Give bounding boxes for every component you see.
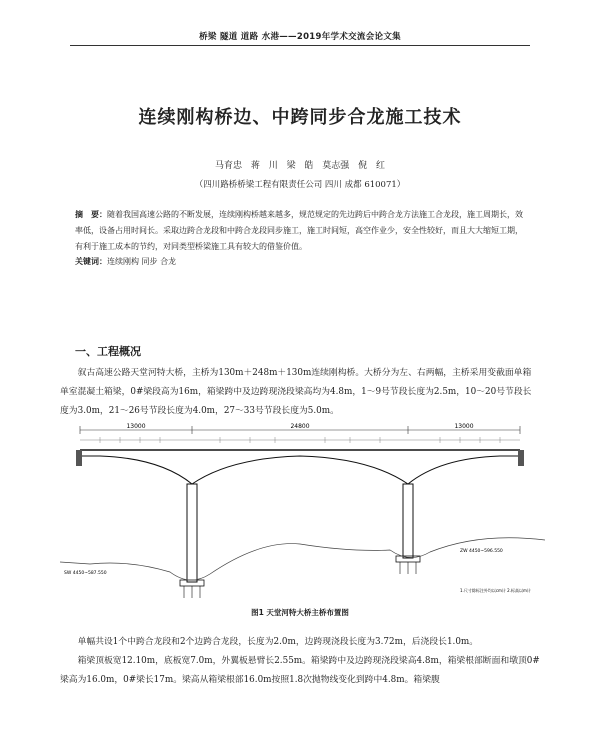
section-heading-1: 一、工程概况 [75,345,141,358]
pier-left [187,484,197,582]
author-list: 马育忠 蒋 川 梁 皓 莫志强 倪 红 [214,161,386,171]
paragraph-1: 叙古高速公路天堂河特大桥，主桥为130m＋248m＋130m连续刚构桥。大桥分为左、右两幅，主桥采用变截面单箱单室混凝土箱梁，0#梁段高为16m，箱梁跨中及边跨现浇段梁高均为4.8m，1～9号节段长度为2.5m，10～20号节段长度为3.0m，21～26号节段长度为4.0m，27～33号节段长度为5.0m。 [60,368,532,416]
dim-mid-label: 24800 [290,423,310,430]
dim-left-label: 13000 [126,423,146,430]
bridge-drawing [60,422,545,602]
left-abutment [76,450,82,466]
dim-right-label: 13000 [454,423,474,430]
keywords-label: 关键词： [75,257,107,266]
abstract-text: 随着我国高速公路的不断发展，连续刚构桥越来越多，规范规定的先边跨后中跨合龙方法施工合龙段，施工周期长，效率低，设备占用时间长。采取边跨合龙段和中跨合龙段同步施工，施工时间短，高空作业少，安全性较好，而且大大缩短工期，有利于施工成本的节约，对同类型桥梁施工具有较大的借鉴价值。 [75,210,523,251]
header-rule [70,45,530,46]
paper-title: 连续刚构桥边、中跨同步合龙施工技术 [138,107,462,128]
bridge-layout-figure [60,422,545,602]
keywords-text: 连续刚构 同步 合龙 [107,257,177,266]
abstract [75,207,530,255]
body-text-2 [60,633,540,690]
pier-right [403,484,413,558]
affiliation: （四川路桥桥梁工程有限责任公司 四川 成都 610071） [194,180,406,190]
elev-left-label: SW 4450~587.550 [64,571,107,576]
abstract-label: 摘 要： [75,210,107,219]
keywords [75,256,530,267]
figure-caption: 图1 天堂河特大桥主桥布置图 [251,608,349,617]
figure-note: 1.尺寸除标注外均以cm计 2.标高以m计 [460,588,531,593]
right-abutment [518,450,524,466]
elev-right-label: ZW 4450~596.550 [460,549,503,554]
paragraph-2: 单幅共设1个中跨合龙段和2个边跨合龙段，长度为2.0m，边跨现浇段长度为3.72m，后浇段长1.0m。 [77,637,479,647]
running-header: 桥梁 隧道 道路 水港——2019年学术交流会论文集 [199,32,401,42]
paragraph-3: 箱梁顶板宽12.10m，底板宽7.0m，外翼板悬臂长2.55m。箱梁跨中及边跨现浇段梁高4.8m，箱梁根部断面和墩顶0#梁高为16.0m，0#梁长17m。梁高从箱梁根部16.0m按照1.8次抛物线变化到跨中4.8m。箱梁腹 [60,656,540,685]
